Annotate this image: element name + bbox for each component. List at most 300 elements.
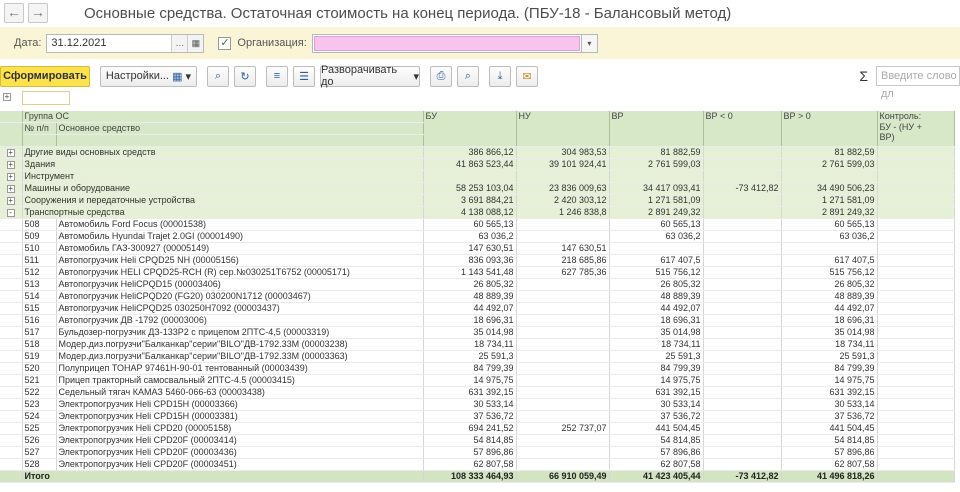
- value-nu: [516, 350, 609, 362]
- header-bu: БУ: [423, 111, 516, 146]
- value-bu: 54 814,85: [423, 434, 516, 446]
- value-vr-positive: 14 975,75: [781, 374, 877, 386]
- value-nu: 23 836 009,63: [516, 182, 609, 194]
- value-bu: 694 241,52: [423, 422, 516, 434]
- value-control: [877, 422, 954, 434]
- asset-name: Автопогрузчик HeliCPQD20 (FG20) 030200N1712 (00003467): [56, 290, 423, 302]
- toggle-cell: [0, 422, 22, 434]
- row-number: 523: [22, 398, 56, 410]
- value-vr-positive: 617 407,5: [781, 254, 877, 266]
- value-vr-positive: 2 761 599,03: [781, 158, 877, 170]
- value-vr-negative: [703, 158, 781, 170]
- row-number: 520: [22, 362, 56, 374]
- value-bu: 1 143 541,48: [423, 266, 516, 278]
- organization-field[interactable]: [312, 34, 582, 53]
- value-nu: [516, 314, 609, 326]
- row-number: 509: [22, 230, 56, 242]
- group-row[interactable]: [0, 146, 954, 158]
- value-vr-negative: [703, 242, 781, 254]
- generate-button[interactable]: Сформировать: [0, 66, 90, 87]
- value-bu: 3 691 884,21: [423, 194, 516, 206]
- value-vr: 2 891 249,32: [609, 206, 703, 218]
- email-icon[interactable]: ✉: [516, 66, 538, 87]
- table-row[interactable]: [0, 458, 954, 470]
- value-vr-negative: [703, 206, 781, 218]
- value-bu: 4 138 088,12: [423, 206, 516, 218]
- date-label: Дата:: [14, 37, 42, 49]
- toggle-cell: [0, 350, 22, 362]
- value-control: [877, 194, 954, 206]
- value-vr-positive: 35 014,98: [781, 326, 877, 338]
- date-value[interactable]: 31.12.2021: [51, 37, 107, 49]
- table-row[interactable]: [0, 398, 954, 410]
- row-number: 522: [22, 386, 56, 398]
- value-nu: [516, 374, 609, 386]
- toggle-cell: [0, 410, 22, 422]
- value-nu: [516, 170, 609, 182]
- value-vr: 44 492,07: [609, 302, 703, 314]
- expand-icon[interactable]: +: [8, 183, 14, 193]
- value-nu: 218 685,86: [516, 254, 609, 266]
- value-control: [877, 290, 954, 302]
- row-number: 508: [22, 218, 56, 230]
- toggle-cell: [0, 278, 22, 290]
- value-vr: 25 591,3: [609, 350, 703, 362]
- asset-name: Автопогрузчик HELI CPQD25-RCH (R) сер.№030251T6752 (00005171): [56, 266, 423, 278]
- sum-icon[interactable]: Σ: [859, 68, 868, 84]
- table-row[interactable]: [0, 314, 954, 326]
- value-vr-negative: [703, 254, 781, 266]
- asset-name: Автопогрузчик Heli CPQD25 NH (00005156): [56, 254, 423, 266]
- toggle-cell: [0, 266, 22, 278]
- value-vr: 81 882,59: [609, 146, 703, 158]
- value-vr-negative: [703, 362, 781, 374]
- value-nu: 66 910 059,49: [516, 470, 609, 482]
- toggle-cell: [0, 194, 22, 206]
- value-vr: 26 805,32: [609, 278, 703, 290]
- header-num: № п/п: [22, 123, 56, 135]
- table-row[interactable]: [0, 230, 954, 242]
- search-input[interactable]: Введите слово дл: [876, 66, 960, 86]
- value-vr-negative: [703, 290, 781, 302]
- value-vr: 35 014,98: [609, 326, 703, 338]
- group-row[interactable]: [0, 206, 954, 218]
- value-bu: 25 591,3: [423, 350, 516, 362]
- value-vr-negative: [703, 410, 781, 422]
- value-bu: 35 014,98: [423, 326, 516, 338]
- value-vr-positive: 631 392,15: [781, 386, 877, 398]
- value-nu: [516, 326, 609, 338]
- settings-icon: ▦: [172, 70, 183, 83]
- value-bu: 84 799,39: [423, 362, 516, 374]
- toggle-cell: [0, 146, 22, 158]
- date-field[interactable]: [46, 34, 204, 53]
- value-control: [877, 326, 954, 338]
- back-icon[interactable]: ←: [4, 3, 24, 23]
- table-row[interactable]: [0, 266, 954, 278]
- value-nu: 252 737,07: [516, 422, 609, 434]
- value-control: [877, 410, 954, 422]
- table-row[interactable]: [0, 290, 954, 302]
- group-row[interactable]: [0, 194, 954, 206]
- header-vr-negative: ВР < 0: [703, 111, 781, 146]
- value-control: [877, 278, 954, 290]
- value-vr: 60 565,13: [609, 218, 703, 230]
- table-row[interactable]: [0, 302, 954, 314]
- table-row[interactable]: [0, 434, 954, 446]
- value-nu: [516, 362, 609, 374]
- row-number: 527: [22, 446, 56, 458]
- table-row[interactable]: [0, 254, 954, 266]
- group-row[interactable]: [0, 170, 954, 182]
- value-vr-negative: [703, 446, 781, 458]
- value-bu: 37 536,72: [423, 410, 516, 422]
- value-bu: 44 492,07: [423, 302, 516, 314]
- value-vr: 18 696,31: [609, 314, 703, 326]
- value-control: [877, 446, 954, 458]
- value-vr-positive: 441 504,45: [781, 422, 877, 434]
- value-nu: [516, 446, 609, 458]
- toggle-cell: [0, 206, 22, 218]
- value-control: [877, 398, 954, 410]
- group-name: Сооружения и передаточные устройства: [22, 194, 423, 206]
- organization-checkbox[interactable]: ✓: [220, 36, 230, 49]
- row-number: 517: [22, 326, 56, 338]
- value-vr-positive: 30 533,14: [781, 398, 877, 410]
- value-control: [877, 206, 954, 218]
- table-row[interactable]: [0, 446, 954, 458]
- row-number: 512: [22, 266, 56, 278]
- value-nu: [516, 386, 609, 398]
- toggle-cell: [0, 446, 22, 458]
- value-bu: 58 253 103,04: [423, 182, 516, 194]
- row-number: 526: [22, 434, 56, 446]
- value-vr-positive: 515 756,12: [781, 266, 877, 278]
- expand-icon[interactable]: +: [8, 159, 14, 169]
- value-vr-negative: [703, 434, 781, 446]
- value-nu: [516, 230, 609, 242]
- value-vr-positive: 18 696,31: [781, 314, 877, 326]
- value-vr-negative: -73 412,82: [703, 470, 781, 482]
- table-row[interactable]: [0, 338, 954, 350]
- total-row[interactable]: [0, 470, 954, 482]
- value-vr-positive: 1 271 581,09: [781, 194, 877, 206]
- value-nu: [516, 410, 609, 422]
- organization-label: Организация:: [237, 37, 307, 49]
- value-bu: 14 975,75: [423, 374, 516, 386]
- value-vr-negative: [703, 338, 781, 350]
- print-icon[interactable]: ⎙: [430, 66, 452, 87]
- value-vr-positive: 44 492,07: [781, 302, 877, 314]
- collapse-icon[interactable]: -: [7, 209, 15, 217]
- table-row[interactable]: [0, 350, 954, 362]
- value-vr-negative: [703, 278, 781, 290]
- value-control: [877, 374, 954, 386]
- asset-name: Электропогрузчик Heli CPD20F (00003414): [56, 434, 423, 446]
- table-row[interactable]: [0, 218, 954, 230]
- asset-name: Автопогрузчик ДВ -1792 (00003006): [56, 314, 423, 326]
- table-row[interactable]: [0, 410, 954, 422]
- value-bu: 147 630,51: [423, 242, 516, 254]
- table-row[interactable]: [0, 422, 954, 434]
- value-control: [877, 230, 954, 242]
- value-vr-negative: [703, 194, 781, 206]
- value-vr-negative: [703, 170, 781, 182]
- value-nu: [516, 458, 609, 470]
- group-name: Инструмент: [22, 170, 423, 182]
- calendar-icon[interactable]: ▦: [187, 35, 203, 52]
- value-vr: 515 756,12: [609, 266, 703, 278]
- search-icon[interactable]: ⌕: [207, 66, 229, 87]
- settings-label: Настройки...: [105, 70, 170, 82]
- value-vr-positive: 34 490 506,23: [781, 182, 877, 194]
- value-vr: 41 423 405,44: [609, 470, 703, 482]
- value-vr-negative: -73 412,82: [703, 182, 781, 194]
- group-name: Здания: [22, 158, 423, 170]
- toggle-cell: [0, 254, 22, 266]
- header-row: [0, 111, 954, 123]
- value-vr-negative: [703, 302, 781, 314]
- asset-name: Электропогрузчик Heli CPD20 (00005158): [56, 422, 423, 434]
- value-vr-positive: 18 734,11: [781, 338, 877, 350]
- value-vr-positive: 62 807,58: [781, 458, 877, 470]
- row-number: 511: [22, 254, 56, 266]
- value-vr-positive: 25 591,3: [781, 350, 877, 362]
- toggle-cell: [0, 242, 22, 254]
- value-vr-positive: 54 814,85: [781, 434, 877, 446]
- table-row[interactable]: [0, 242, 954, 254]
- value-vr: [609, 242, 703, 254]
- value-control: [877, 158, 954, 170]
- forward-icon[interactable]: →: [28, 3, 48, 23]
- value-control: [877, 338, 954, 350]
- table-row[interactable]: [0, 386, 954, 398]
- value-nu: 627 785,36: [516, 266, 609, 278]
- toggle-cell: [0, 158, 22, 170]
- header-nu: НУ: [516, 111, 609, 146]
- value-vr-negative: [703, 350, 781, 362]
- value-control: [877, 434, 954, 446]
- value-vr-negative: [703, 374, 781, 386]
- value-control: [877, 182, 954, 194]
- row-number: 513: [22, 278, 56, 290]
- asset-name: Бульдозер-погрузчик ДЗ-133Р2 с прицепом 2ПТС-4,5 (00003319): [56, 326, 423, 338]
- value-nu: [516, 398, 609, 410]
- value-nu: 39 101 924,41: [516, 158, 609, 170]
- value-control: [877, 470, 954, 482]
- value-vr-positive: 57 896,86: [781, 446, 877, 458]
- value-vr-positive: 41 496 818,26: [781, 470, 877, 482]
- group-icon[interactable]: ☰: [293, 66, 315, 87]
- value-vr-negative: [703, 458, 781, 470]
- value-vr-negative: [703, 230, 781, 242]
- row-number: 518: [22, 338, 56, 350]
- group-name: Машины и оборудование: [22, 182, 423, 194]
- value-vr-negative: [703, 386, 781, 398]
- save-icon[interactable]: ⤓: [489, 66, 511, 87]
- value-vr-negative: [703, 146, 781, 158]
- asset-name: Электропогрузчик Heli CPD20F (00003436): [56, 446, 423, 458]
- value-control: [877, 386, 954, 398]
- value-bu: [423, 170, 516, 182]
- filter-bar: [0, 27, 960, 59]
- expand-button[interactable]: Разворачивать до ▾: [321, 64, 419, 88]
- value-bu: 18 734,11: [423, 338, 516, 350]
- asset-name: Электропогрузчик Heli CPD15H (00003366): [56, 398, 423, 410]
- value-bu: 57 896,86: [423, 446, 516, 458]
- toggle-cell: [0, 230, 22, 242]
- value-control: [877, 170, 954, 182]
- value-nu: [516, 278, 609, 290]
- value-vr: 30 533,14: [609, 398, 703, 410]
- value-control: [877, 254, 954, 266]
- toggle-cell: [0, 290, 22, 302]
- value-vr-positive: 26 805,32: [781, 278, 877, 290]
- value-vr-negative: [703, 266, 781, 278]
- value-nu: 147 630,51: [516, 242, 609, 254]
- value-vr-positive: [781, 242, 877, 254]
- value-nu: [516, 218, 609, 230]
- value-bu: 48 889,39: [423, 290, 516, 302]
- value-nu: [516, 338, 609, 350]
- row-number: 528: [22, 458, 56, 470]
- value-bu: 60 565,13: [423, 218, 516, 230]
- header-control: Контроль: БУ - (НУ + ВР): [877, 111, 954, 146]
- value-vr: 48 889,39: [609, 290, 703, 302]
- group-name: Итого: [22, 470, 423, 482]
- expand-icon[interactable]: +: [8, 171, 14, 181]
- value-vr: 84 799,39: [609, 362, 703, 374]
- asset-name: Автопогрузчик HeliCPQD25 030250H7092 (00003437): [56, 302, 423, 314]
- value-vr: 18 734,11: [609, 338, 703, 350]
- asset-name: Электропогрузчик Heli CPD15H (00003381): [56, 410, 423, 422]
- preview-icon[interactable]: ⌕: [457, 66, 479, 87]
- value-bu: 41 863 523,44: [423, 158, 516, 170]
- value-nu: [516, 434, 609, 446]
- value-vr: 14 975,75: [609, 374, 703, 386]
- toolbar: [0, 63, 960, 100]
- value-bu: 386 866,12: [423, 146, 516, 158]
- value-bu: 26 805,32: [423, 278, 516, 290]
- settings-group-row: [0, 91, 960, 105]
- value-bu: 836 093,36: [423, 254, 516, 266]
- settings-group-cell[interactable]: [22, 91, 70, 105]
- table-row[interactable]: [0, 326, 954, 338]
- value-vr-positive: 48 889,39: [781, 290, 877, 302]
- value-control: [877, 350, 954, 362]
- toggle-cell: [0, 338, 22, 350]
- asset-name: Полуприцеп ТОНАР 97461Н-90-01 тентованный (00003439): [56, 362, 423, 374]
- value-vr: 617 407,5: [609, 254, 703, 266]
- value-vr: [609, 170, 703, 182]
- value-vr: 54 814,85: [609, 434, 703, 446]
- value-bu: 63 036,2: [423, 230, 516, 242]
- value-vr: 62 807,58: [609, 458, 703, 470]
- row-number: 524: [22, 410, 56, 422]
- table-row[interactable]: [0, 374, 954, 386]
- toggle-cell: [0, 218, 22, 230]
- toggle-cell: [0, 182, 22, 194]
- value-vr-negative: [703, 314, 781, 326]
- row-number: 514: [22, 290, 56, 302]
- value-vr: 1 271 581,09: [609, 194, 703, 206]
- expand-icon[interactable]: +: [8, 195, 14, 205]
- row-number: 515: [22, 302, 56, 314]
- value-control: [877, 146, 954, 158]
- header-vr: ВР: [609, 111, 703, 146]
- value-bu: 108 333 464,93: [423, 470, 516, 482]
- asset-name: Модер.диз.погрузчи"Балканкар"серии"BILO"ДВ-1792.33М (00003238): [56, 338, 423, 350]
- expand-settings-icon[interactable]: +: [4, 92, 10, 101]
- value-nu: 1 246 838,8: [516, 206, 609, 218]
- toggle-cell: [0, 470, 22, 482]
- value-vr-positive: 37 536,72: [781, 410, 877, 422]
- value-nu: 2 420 303,12: [516, 194, 609, 206]
- asset-name: Электропогрузчик Heli CPD20F (00003451): [56, 458, 423, 470]
- value-vr: 631 392,15: [609, 386, 703, 398]
- value-vr: 34 417 093,41: [609, 182, 703, 194]
- expand-label: Разворачивать до: [321, 64, 398, 88]
- value-vr-positive: 60 565,13: [781, 218, 877, 230]
- asset-name: Прицеп тракторный самосвальный 2ПТС-4.5 (00003415): [56, 374, 423, 386]
- value-vr-positive: [781, 170, 877, 182]
- asset-name: Автомобиль Ford Focus (00001538): [56, 218, 423, 230]
- toggle-cell: [0, 458, 22, 470]
- expand-icon[interactable]: +: [8, 147, 14, 157]
- row-number: 510: [22, 242, 56, 254]
- value-control: [877, 266, 954, 278]
- row-number: 521: [22, 374, 56, 386]
- table-row[interactable]: [0, 278, 954, 290]
- header-group: Группа ОС: [22, 111, 423, 123]
- settings-button[interactable]: Настройки... ▦ ▾: [100, 66, 197, 87]
- page-title: Основные средства. Остаточная стоимость на конец периода. (ПБУ-18 - Балансовый метод): [84, 4, 732, 22]
- toggle-cell: [0, 170, 22, 182]
- group-row[interactable]: [0, 182, 954, 194]
- value-bu: 18 696,31: [423, 314, 516, 326]
- value-control: [877, 362, 954, 374]
- value-vr: 63 036,2: [609, 230, 703, 242]
- value-control: [877, 314, 954, 326]
- asset-name: Модер.диз.погрузчи"Балканкар"серии"BILO"ДВ-1792.33М (00003363): [56, 350, 423, 362]
- toggle-cell: [0, 362, 22, 374]
- value-bu: 631 392,15: [423, 386, 516, 398]
- row-number: 525: [22, 422, 56, 434]
- value-vr-negative: [703, 422, 781, 434]
- value-control: [877, 218, 954, 230]
- ellipsis-icon[interactable]: …: [171, 35, 187, 52]
- sort-icon[interactable]: ≡: [266, 66, 288, 87]
- organization-value[interactable]: [314, 36, 580, 51]
- group-row[interactable]: [0, 158, 954, 170]
- asset-name: Автомобиль ГАЗ-300927 (00005149): [56, 242, 423, 254]
- table-row[interactable]: [0, 362, 954, 374]
- value-vr: 37 536,72: [609, 410, 703, 422]
- header-vr-positive: ВР > 0: [781, 111, 877, 146]
- chevron-down-icon[interactable]: ▾: [582, 34, 598, 53]
- asset-name: Автомобиль Hyundai Trajet 2.0GI (00001490): [56, 230, 423, 242]
- toggle-cell: [0, 386, 22, 398]
- value-vr: 57 896,86: [609, 446, 703, 458]
- value-vr-positive: 2 891 249,32: [781, 206, 877, 218]
- value-control: [877, 458, 954, 470]
- refresh-search-icon[interactable]: ↻: [234, 66, 256, 87]
- toggle-cell: [0, 434, 22, 446]
- value-nu: 304 983,53: [516, 146, 609, 158]
- value-vr-positive: 84 799,39: [781, 362, 877, 374]
- value-nu: [516, 290, 609, 302]
- asset-name: Автопогрузчик HeliCPQD15 (00003406): [56, 278, 423, 290]
